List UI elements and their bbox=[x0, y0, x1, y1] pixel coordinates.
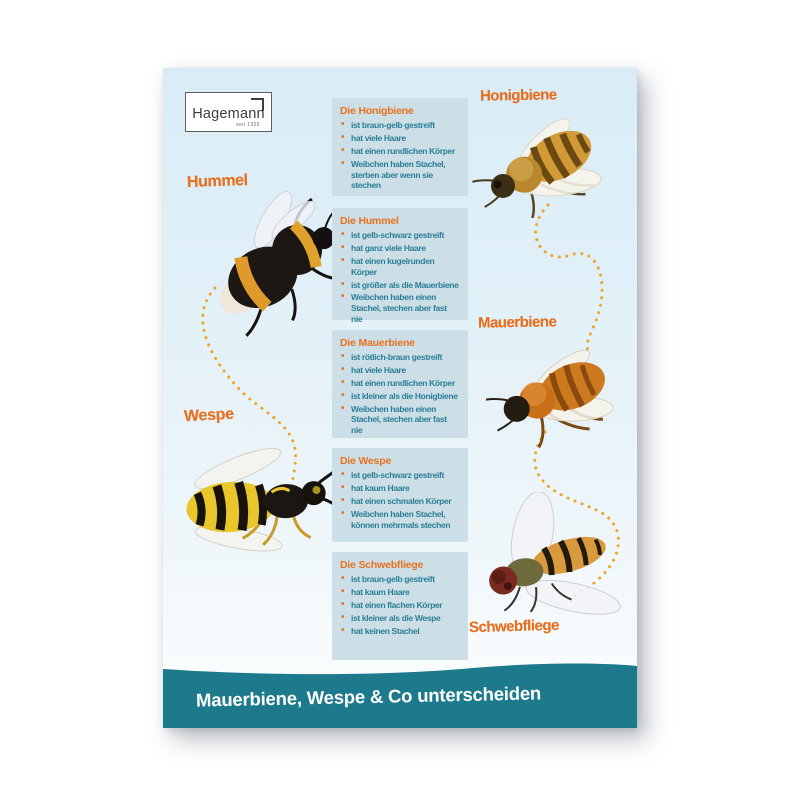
logo-tagline: seit 1925 bbox=[236, 122, 260, 128]
card-bullet: • hat keinen Stachel bbox=[340, 626, 460, 637]
card-bullet: • ist kleiner als die Wespe bbox=[340, 613, 460, 624]
card-bullet: • hat einen kugelrunden Körper bbox=[340, 256, 460, 278]
card-schwebfliege bbox=[332, 552, 468, 660]
card-bullet: • hat einen flachen Körper bbox=[340, 600, 460, 611]
card-bullet: • hat kaum Haare bbox=[340, 483, 460, 494]
card-bullet: • hat viele Haare bbox=[340, 365, 460, 376]
card-bullet: • ist größer als die Mauerbiene bbox=[340, 280, 460, 291]
card-bullet: • ist braun-gelb gestreift bbox=[340, 574, 460, 585]
card-mauerbiene bbox=[332, 330, 468, 438]
card-bullet: • hat einen schmalen Körper bbox=[340, 496, 460, 507]
card-bullet: • hat viele Haare bbox=[340, 133, 460, 144]
card-bullet: • ist rötlich-braun gestreift bbox=[340, 352, 460, 363]
card-bullet: • Weibchen haben einen Stachel, stechen aber fast nie bbox=[340, 292, 460, 325]
card-bullet-list bbox=[340, 230, 460, 325]
mauerbiene-photo bbox=[475, 336, 633, 458]
wespe-photo bbox=[168, 425, 350, 575]
card-title: Die Honigbiene bbox=[340, 105, 414, 117]
card-title: Die Hummel bbox=[340, 215, 399, 227]
card-bullet: • hat kaum Haare bbox=[340, 587, 460, 598]
card-bullet: • Weibchen haben Stachel, können mehrmals stechen bbox=[340, 509, 460, 531]
label-honigbiene: Honigbiene bbox=[479, 86, 557, 105]
card-bullet: • Weibchen haben einen Stachel, stechen aber fast nie bbox=[340, 404, 460, 437]
poster bbox=[163, 68, 637, 728]
label-wespe: Wespe bbox=[183, 405, 235, 426]
card-wespe bbox=[332, 448, 468, 542]
card-bullet: • Weibchen haben Stachel, sterben aber wenn sie stechen bbox=[340, 159, 460, 192]
card-bullet: • ist gelb-schwarz gestreift bbox=[340, 470, 460, 481]
honigbiene-photo bbox=[460, 108, 622, 228]
label-mauerbiene: Mauerbiene bbox=[477, 313, 557, 332]
card-bullet-list bbox=[340, 470, 460, 530]
card-bullet: • hat einen rundlichen Körper bbox=[340, 146, 460, 157]
footer-band bbox=[163, 660, 637, 728]
card-title: Die Wespe bbox=[340, 455, 392, 467]
card-honigbiene bbox=[332, 98, 468, 196]
card-hummel bbox=[332, 208, 468, 325]
card-bullet: • ist gelb-schwarz gestreift bbox=[340, 230, 460, 241]
card-bullet: • ist kleiner als die Honigbiene bbox=[340, 391, 460, 402]
card-bullet: • hat ganz viele Haare bbox=[340, 243, 460, 254]
card-title: Die Schwebfliege bbox=[340, 559, 424, 571]
poster-title: Mauerbiene, Wespe & Co unterscheiden bbox=[195, 682, 542, 711]
card-bullet-list bbox=[340, 352, 460, 436]
label-schwebfliege: Schwebfliege bbox=[468, 616, 560, 637]
card-bullet-list bbox=[340, 574, 460, 636]
card-bullet: • hat einen rundlichen Körper bbox=[340, 378, 460, 389]
card-title: Die Mauerbiene bbox=[340, 337, 415, 349]
card-bullet: • ist braun-gelb gestreift bbox=[340, 120, 460, 131]
hagemann-logo bbox=[185, 92, 272, 132]
logo-brand: Hagemann bbox=[192, 106, 265, 122]
card-bullet-list bbox=[340, 120, 460, 191]
label-hummel: Hummel bbox=[186, 171, 248, 192]
